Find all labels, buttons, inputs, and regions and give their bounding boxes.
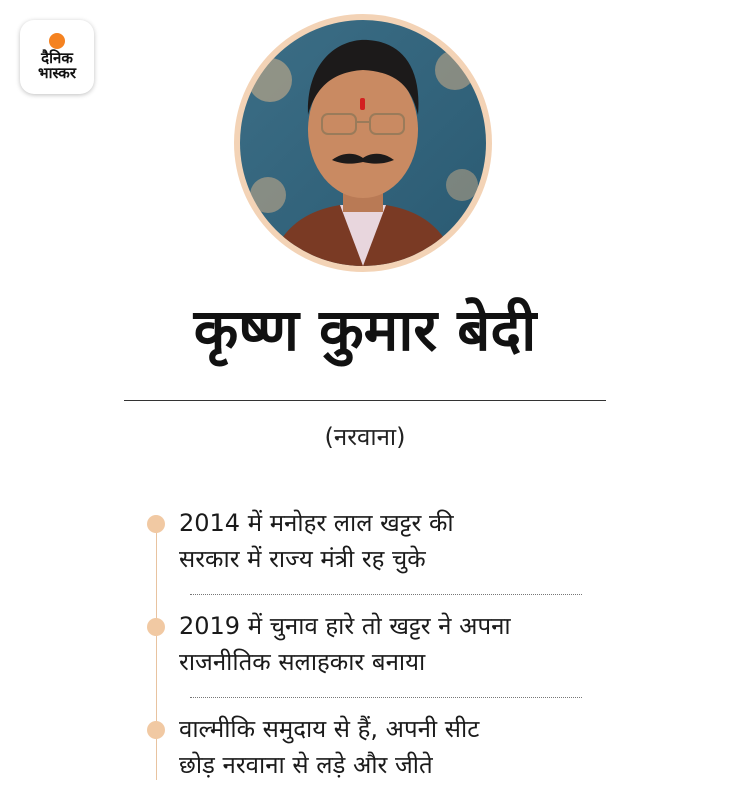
divider (124, 400, 606, 401)
list-item (179, 608, 599, 680)
logo-text-bottom: भास्कर (38, 64, 76, 82)
list-item-line: 2014 में मनोहर लाल खट्टर की (179, 509, 454, 537)
dotted-separator (190, 594, 582, 595)
bullet-dot-icon (147, 618, 165, 636)
list-item-line: वाल्मीकि समुदाय से हैं, अपनी सीट (179, 715, 480, 743)
person-name: कृष्ण कुमार बेदी (193, 296, 537, 364)
brand-logo (20, 20, 94, 94)
portrait-photo (234, 14, 492, 272)
list-item-line: राजनीतिक सलाहकार बनाया (179, 648, 426, 676)
list-item-line: सरकार में राज्य मंत्री रह चुके (179, 545, 426, 573)
sun-logo-icon (49, 33, 65, 49)
list-item-line: छोड़ नरवाना से लड़े और जीते (179, 751, 433, 779)
logo-text-top: दैनिक (41, 49, 73, 67)
list-item (179, 711, 599, 783)
list-item-line: 2019 में चुनाव हारे तो खट्टर ने अपना (179, 612, 511, 640)
dotted-separator (190, 697, 582, 698)
portrait-illustration (240, 20, 486, 266)
bullet-dot-icon (147, 721, 165, 739)
bullet-dot-icon (147, 515, 165, 533)
constituency-label: (नरवाना) (324, 423, 406, 451)
list-item (179, 505, 599, 577)
timeline-line (156, 530, 157, 780)
